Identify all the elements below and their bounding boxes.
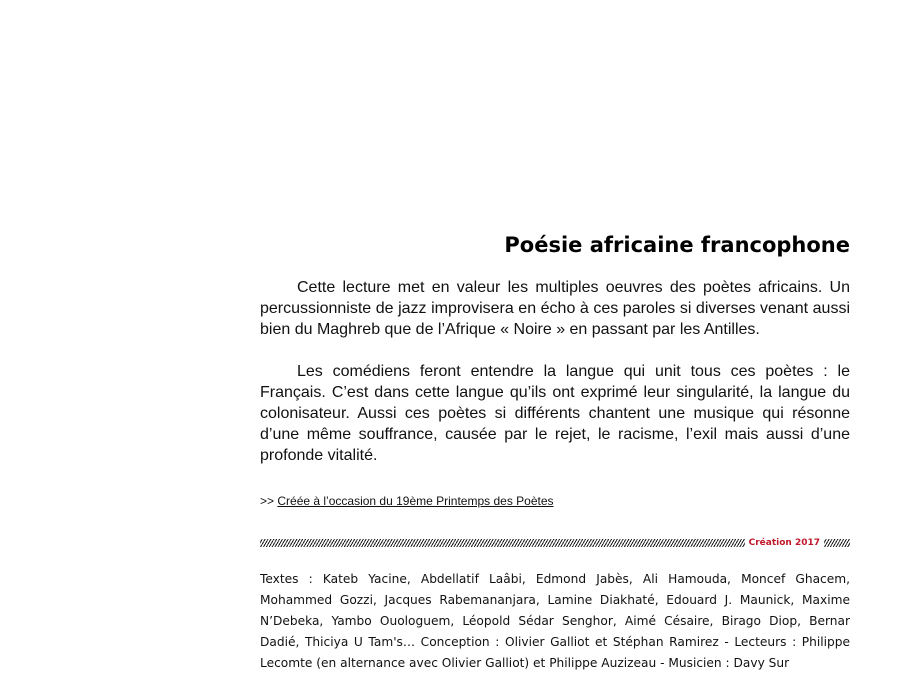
slash-rule-right [824,539,850,547]
printemps-link-row [260,493,850,509]
paragraph-intro: Cette lecture met en valeur les multiples oeuvres des poètes africains. Un percussionniste de jazz improvisera en écho à ces paroles si diverses venant aussi bien du Maghreb que de l’Afrique « Noire » en passant par les Antilles. [260,279,850,338]
printemps-des-poetes-link[interactable]: Créée à l’occasion du 19ème Printemps des Poètes [277,494,554,508]
creation-year-label: Création 2017 [748,538,820,548]
link-prefix: >> [260,494,275,508]
slash-rule-left [260,539,745,547]
creation-divider [260,536,850,550]
page-title: Poésie africaine francophone [504,233,850,257]
credits-text: Textes : Kateb Yacine, Abdellatif Laâbi, Edmond Jabès, Ali Hamouda, Moncef Ghacem, Mohammed Gozzi, Jacques Rabemananjara, Lamine Diakhaté, Edouard J. Maunick, Maxime N’Debeka, Yambo Ouologuem, Léopold Sédar Senghor, Aimé Césaire, Birago Diop, Bernar Dadié, Thiciya U Tam's… Conception : Olivier Galliot et Stéphan Ramirez - Lecteurs : Philippe Lecomte (en alternance avec Olivier Galliot) et Philippe Auzizeau - Musicien : Davy Sur [260,572,850,670]
paragraph-language: Les comédiens feront entendre la langue qui unit tous ces poètes : le Français. C’est dans cette langue qu’ils ont exprimé leur singularité, la langue du colonisateur. Aussi ces poètes si différents chantent une musique qui résonne d’une même souffrance, causée par le rejet, le racisme, l’exil mais aussi d’une profonde vitalité. [260,363,850,464]
article-content [260,228,850,686]
